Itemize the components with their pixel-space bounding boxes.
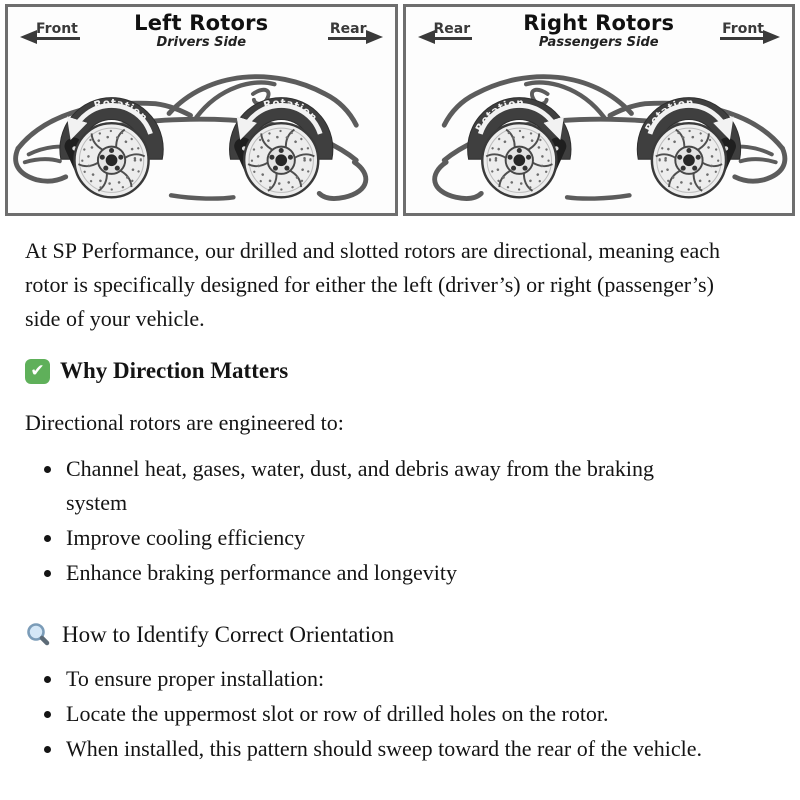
right-car-illustration [406, 53, 793, 209]
arrow-left-icon [20, 30, 37, 44]
left-rotors-panel [5, 4, 398, 216]
front-label: Front [720, 21, 766, 40]
front-direction-indicator [20, 21, 80, 40]
arrow-right-icon [763, 30, 780, 44]
orientation-steps-list [25, 662, 745, 766]
section-heading-text: How to Identify Correct Orientation [62, 622, 395, 647]
list-item: • When installed, this pattern should sweep toward the rear of the vehicle. [64, 732, 745, 766]
rear-wheel-rotor [467, 98, 570, 198]
section-heading-text: Why Direction Matters [60, 358, 289, 383]
benefits-list [25, 452, 705, 590]
magnifying-glass-icon [25, 622, 52, 649]
panel-title: Left Rotors [134, 11, 269, 35]
right-rotors-panel [403, 4, 796, 216]
front-wheel-rotor [637, 98, 740, 198]
rear-wheel-rotor [230, 98, 333, 198]
article-body [0, 234, 800, 766]
list-item: • To ensure proper installation: [64, 662, 745, 696]
list-item: • Improve cooling efficiency [64, 521, 705, 555]
arrow-right-icon [366, 30, 383, 44]
panel-subtitle: Passengers Side [538, 35, 659, 50]
arrow-left-icon [418, 30, 435, 44]
right-panel-header [406, 7, 793, 53]
section-heading-identify-orientation [25, 620, 775, 650]
section-heading-why-direction-matters [25, 356, 775, 386]
panel-subtitle: Drivers Side [156, 35, 247, 50]
front-label: Front [34, 21, 80, 40]
list-item: • Enhance braking performance and longevity [64, 556, 705, 590]
rear-direction-indicator [328, 21, 383, 40]
check-mark-icon: ✔ [25, 359, 50, 384]
front-wheel-rotor [60, 98, 163, 198]
left-panel-titles [134, 11, 268, 50]
intro-paragraph: At SP Performance, our drilled and slotted rotors are directional, meaning each rotor is specifically designed for either the left (driver’s) or right (passenger’s) side of your vehicle. [25, 238, 721, 331]
right-panel-titles [523, 11, 674, 50]
left-panel-header [8, 7, 395, 53]
rear-label: Rear [328, 21, 369, 40]
rear-label: Rear [432, 21, 473, 40]
list-item: • Locate the uppermost slot or row of drilled holes on the rotor. [64, 697, 745, 731]
list-item: • Channel heat, gases, water, dust, and debris away from the braking system [64, 452, 705, 520]
panel-title: Right Rotors [523, 11, 675, 35]
left-car-illustration [8, 53, 395, 209]
front-direction-indicator [720, 21, 780, 40]
rotor-direction-figure [0, 0, 800, 220]
rear-direction-indicator [418, 21, 473, 40]
lead-line: Directional rotors are engineered to: [25, 410, 344, 435]
